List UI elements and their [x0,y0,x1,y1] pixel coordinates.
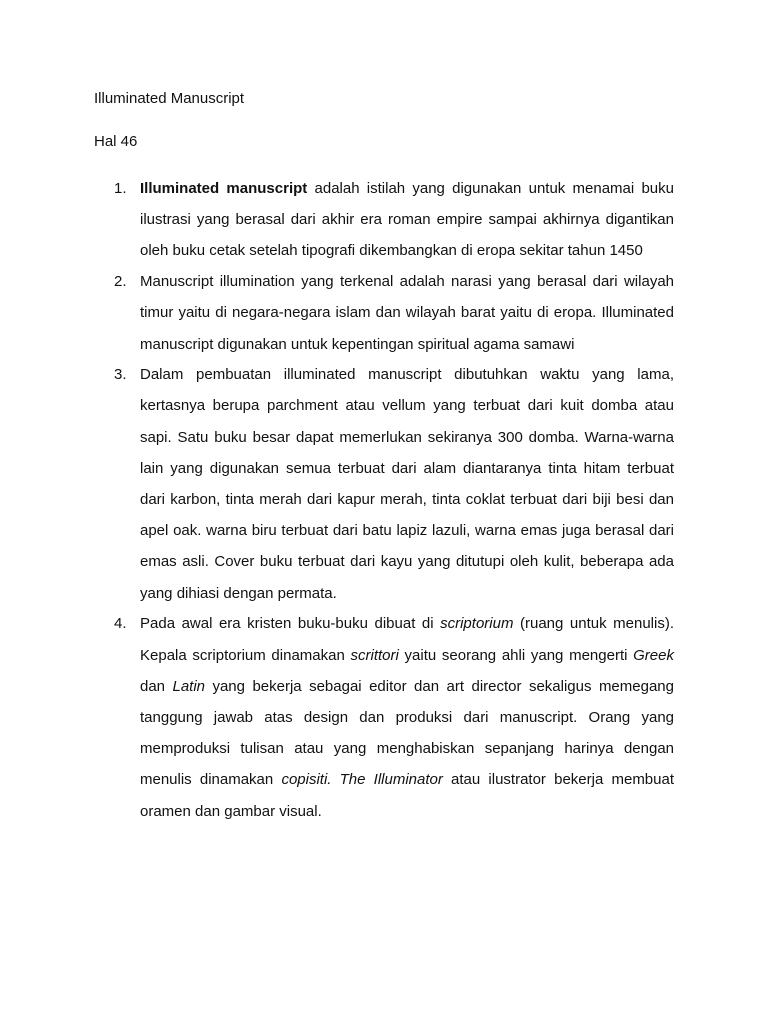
list-item [94,608,674,826]
list-item [94,359,674,609]
item-text-segment: atau ilustrator bekerja membuat oramen dan gambar visual. [140,771,675,820]
list-item-number: 4. [114,615,127,633]
list-item-number: 1. [114,180,127,197]
list-item-text [140,615,674,819]
numbered-list [94,173,674,827]
item-text-segment: copisiti. The Illuminator [281,771,443,789]
item-text-segment: scriptorium [440,615,514,633]
list-item [94,266,674,360]
item-text-segment: Dalam pembuatan illuminated manuscript dibutuhkan waktu yang lama, kertasnya berupa parchment atau vellum yang terbuat dari kuit domba atau sapi. Satu buku besar dapat memerlukan sekiranya 300 domba. Warna-warna lain yang digunakan semua terbuat dari alam diantaranya tinta hitam terbuat dari karbon, tinta merah dari kapur merah, tinta coklat terbuat dari biji besi dan apel oak. warna biru terbuat dari batu lapiz lazuli, warna emas juga berasal dari emas asli. Cover buku terbuat dari kayu yang ditutupi oleh kulit, beberapa ada yang dihiasi dengan permata. [140,366,674,602]
item-text-segment: (ruang untuk menulis). Kepala scriptorium dinamakan [140,615,674,664]
list-item-text [140,180,674,259]
list-item [94,173,674,267]
document-title: Illuminated Manuscript [94,90,245,107]
list-item-number: 3. [114,366,127,384]
item-text-segment: scrittori [350,646,399,664]
item-text-segment: Latin [172,677,206,695]
item-text-segment: yang bekerja sebagai editor dan art director sekaligus memegang tanggung jawab atas design dan produksi dari manuscript. Orang yang memproduksi tulisan atau yang menghabiskan sepanjang harinya dengan menulis dinamakan [140,677,674,789]
item-text-segment: dan [140,677,173,695]
item-text-segment: Illuminated manuscript [140,180,308,197]
item-text-segment: Manuscript illumination yang terkenal adalah narasi yang berasal dari wilayah timur yaitu di negara-negara islam dan wilayah barat yaitu di eropa. Illuminated manuscript digunakan untuk kepentingan spiritual agama samawi [140,273,674,353]
item-text-segment: Pada awal era kristen buku-buku dibuat di [140,615,441,633]
list-item-text [140,273,674,352]
item-text-segment: yaitu seorang ahli yang mengerti [398,646,634,664]
page-reference: Hal 46 [94,133,138,150]
item-text-segment: adalah istilah yang digunakan untuk menamai buku ilustrasi yang berasal dari akhir era roman empire sampai akhirnya digantikan oleh buku cetak setelah tipografi dikembangkan di eropa sekitar tahun 1450 [140,180,674,260]
item-text-segment: Greek [633,646,674,664]
list-item-number: 2. [114,273,127,291]
list-item-text [140,366,674,601]
